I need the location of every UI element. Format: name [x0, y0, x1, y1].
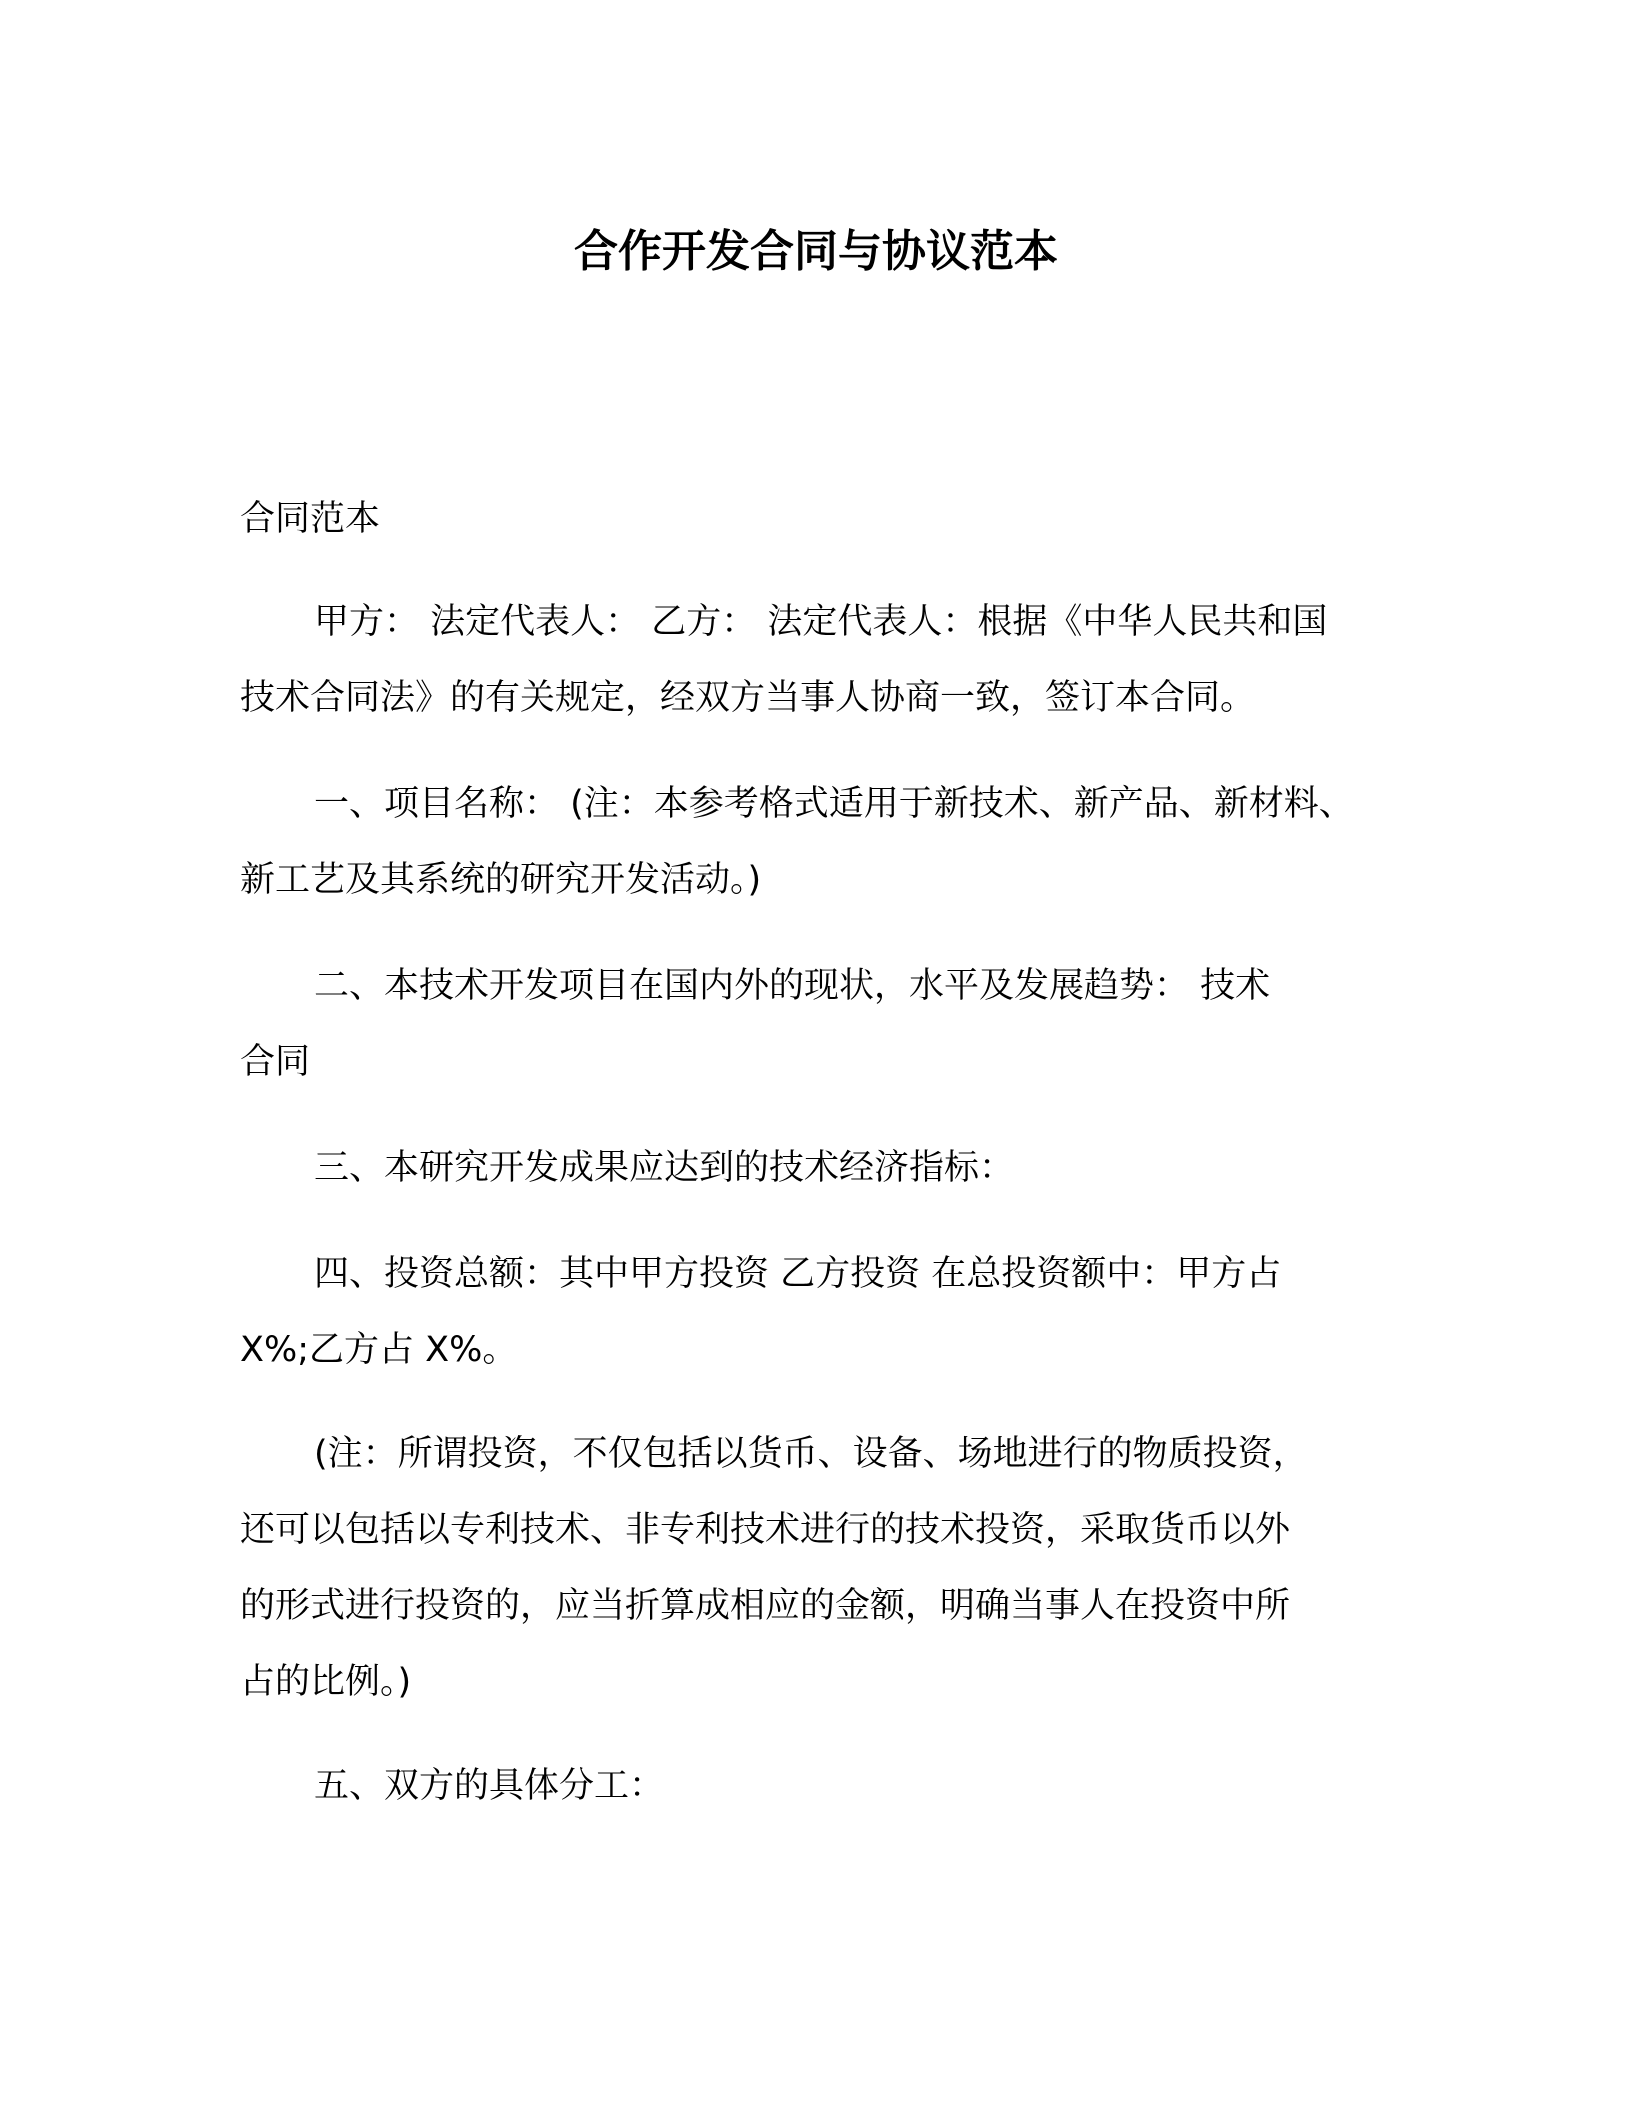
- paragraph-investment: [240, 1236, 1281, 1388]
- paragraph-line: 一、项目名称： (注：本参考格式适用于新技术、新产品、新材料、: [314, 784, 1354, 824]
- paragraph-project-name: [240, 766, 1354, 918]
- paragraph-line: (注：所谓投资，不仅包括以货币、设备、场地进行的物质投资，: [314, 1434, 1308, 1474]
- paragraph-line: 合同: [240, 1042, 311, 1082]
- paragraph-line: 新工艺及其系统的研究开发活动。): [240, 860, 762, 900]
- paragraph-line: 技术合同法》的有关规定，经双方当事人协商一致，签订本合同。: [240, 678, 1256, 718]
- paragraph-status: [240, 948, 1270, 1100]
- paragraph-line: 二、本技术开发项目在国内外的现状，水平及发展趋势： 技术: [314, 966, 1271, 1006]
- paragraph-indicators: [240, 1130, 1014, 1206]
- document-title: 合作开发合同与协议范本: [574, 226, 1058, 277]
- paragraph-line: 五、双方的具体分工：: [314, 1766, 665, 1806]
- paragraph-line: 四、投资总额：其中甲方投资 乙方投资 在总投资额中：甲方占: [314, 1254, 1282, 1294]
- paragraph-investment-note: [240, 1416, 1308, 1720]
- paragraph-line: X%;乙方占 X%。: [240, 1330, 518, 1370]
- paragraph-line: 的形式进行投资的，应当折算成相应的金额，明确当事人在投资中所: [240, 1586, 1291, 1626]
- paragraph-parties: [240, 584, 1327, 736]
- paragraph-line: 还可以包括以专利技术、非专利技术进行的技术投资，采取货币以外: [240, 1510, 1291, 1550]
- paragraph-line: 甲方： 法定代表人： 乙方： 法定代表人：根据《中华人民共和国: [314, 602, 1328, 642]
- paragraph-division-of-work: [240, 1748, 664, 1824]
- paragraph-line: 三、本研究开发成果应达到的技术经济指标：: [314, 1148, 1015, 1188]
- section-heading: 合同范本: [240, 499, 381, 539]
- paragraph-line: 占的比例。): [240, 1662, 412, 1702]
